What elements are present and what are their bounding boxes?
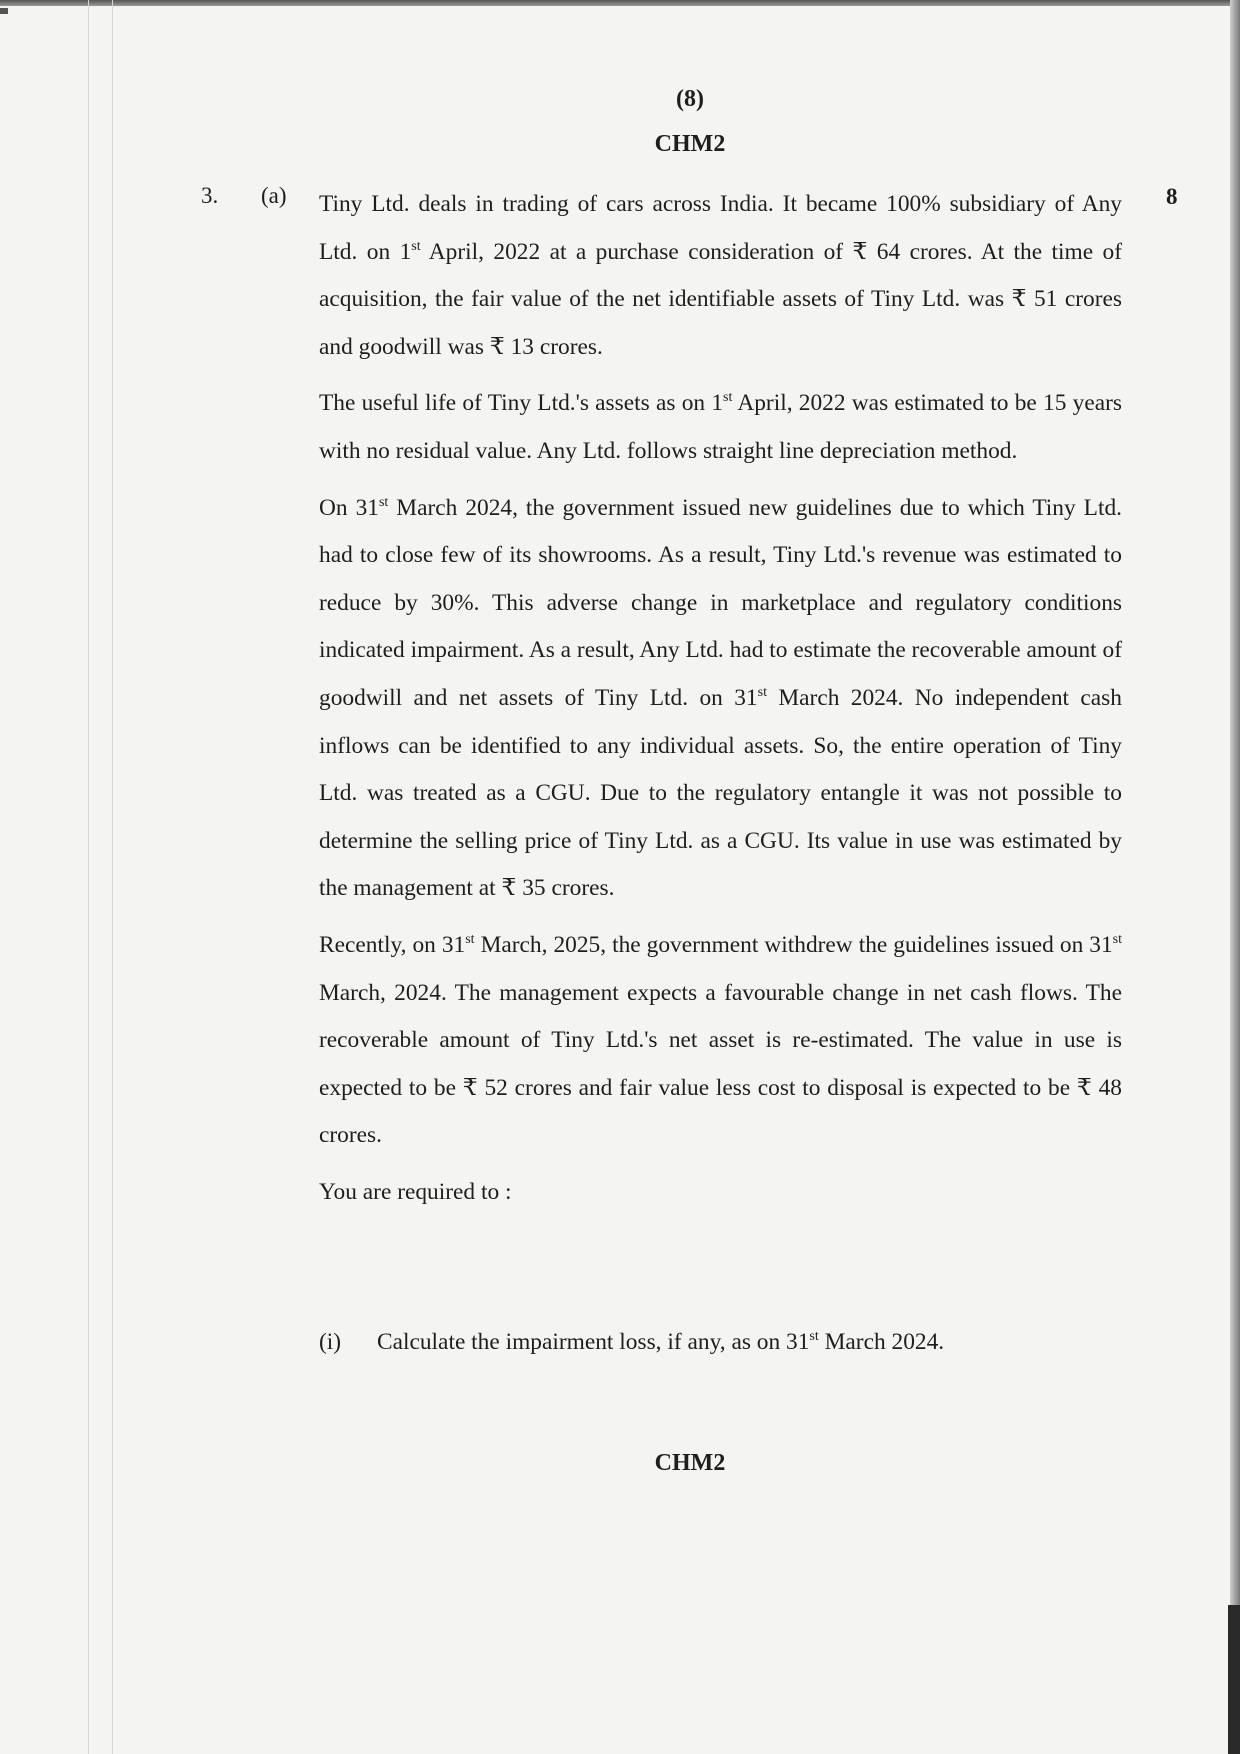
sub-question-text: Calculate the impairment loss, if any, as on 31st March 2024.: [377, 1329, 945, 1355]
question-paragraph: On 31st March 2024, the government issued new guidelines due to which Tiny Ltd. had to close few of its showrooms. As a result, Tiny Ltd.'s revenue was estimated to reduce by 30%. This adverse change in marketplace and regulatory conditions indicated impairment. As a result, Any Ltd. had to estimate the recoverable amount of goodwill and net assets of Tiny Ltd. on 31st March 2024. No independent cash inflows can be identified to any individual assets. So, the entire operation of Tiny Ltd. was treated as a CGU. Due to the regulatory entangle it was not possible to determine the selling price of Tiny Ltd. as a CGU. Its value in use was estimated by the management at ₹ 35 crores.: [319, 494, 1122, 902]
scan-right-edge: [1230, 0, 1240, 1754]
paper-code-footer: CHM2: [654, 1450, 726, 1476]
question-paragraph: You are required to :: [319, 1178, 512, 1205]
question-body: [319, 181, 1122, 1225]
question-marks: 8: [1166, 184, 1178, 209]
question-paragraph: Tiny Ltd. deals in trading of cars across India. It became 100% subsidiary of Any Ltd. on 1st April, 2022 at a purchase consideration of ₹ 64 crores. At the time of acquisition, the fair value of the net identifiable assets of Tiny Ltd. was ₹ 51 crores and goodwill was ₹ 13 crores.: [319, 191, 1122, 360]
scan-margin-line: [88, 0, 89, 1754]
paper-code: CHM2: [654, 131, 726, 157]
scan-top-edge: [0, 0, 1240, 6]
page-number: (8): [676, 86, 704, 112]
sub-question-label: (i): [319, 1329, 342, 1355]
question-number: 3.: [201, 183, 219, 208]
scan-margin-line: [112, 0, 113, 1754]
scan-right-bar: [1228, 1605, 1240, 1754]
question-paragraph: Recently, on 31st March, 2025, the government withdrew the guidelines issued on 31st March, 2024. The management expects a favourable change in net cash flows. The recoverable amount of Tiny Ltd.'s net asset is re-estimated. The value in use is expected to be ₹ 52 crores and fair value less cost to disposal is expected to be ₹ 48 crores.: [319, 931, 1122, 1149]
scan-left-mark: [0, 8, 8, 14]
question-paragraph: The useful life of Tiny Ltd.'s assets as on 1st April, 2022 was estimated to be 15 years with no residual value. Any Ltd. follows straight line depreciation method.: [319, 390, 1122, 464]
sub-question: [319, 1319, 1122, 1367]
question-part: (a): [261, 183, 287, 208]
